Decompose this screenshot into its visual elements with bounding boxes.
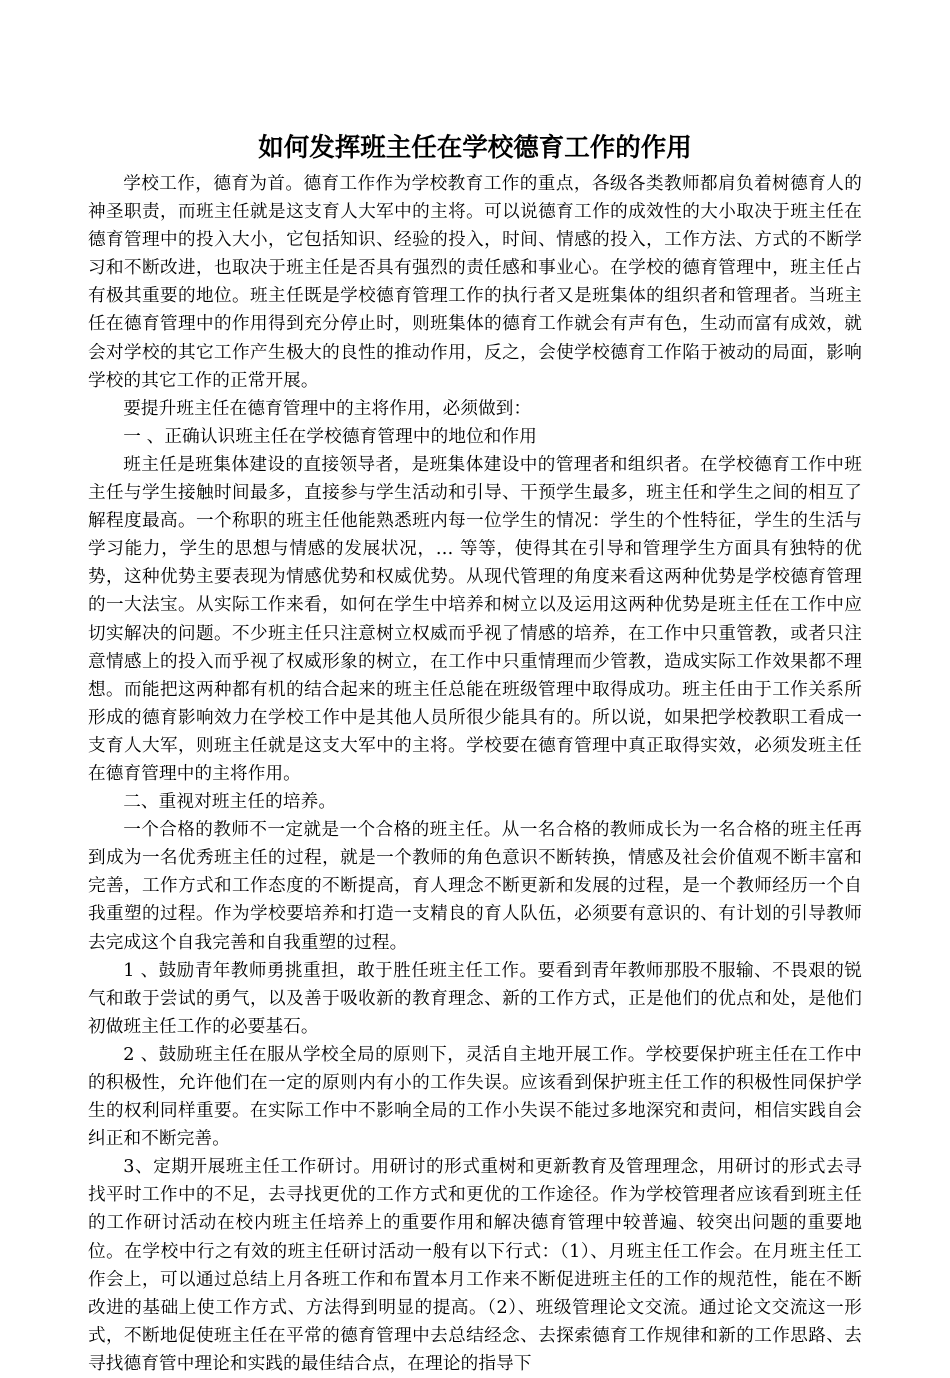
section-heading-2: 二、重视对班主任的培养。 — [123, 792, 337, 813]
paragraph-point-1: 1 、鼓励青年教师勇挑重担，敢于胜任班主任工作。要看到青年教师那股不服输、不畏艰的锐气和敢于尝试的勇气，以及善于吸收新的教育理念、新的工作方式，正是他们的优点和处，是他们初做班主任工作的必要基石。 — [88, 960, 862, 1037]
section-heading-1: 一 、正确认识班主任在学校德育管理中的地位和作用 — [123, 426, 538, 447]
document-title: 如何发挥班主任在学校德育工作的作用 — [258, 133, 692, 163]
document-page — [88, 126, 862, 1378]
paragraph-point-2: 2 、鼓励班主任在服从学校全局的原则下，灵活自主地开展工作。学校要保护班主任在工作中的积极性，允许他们在一定的原则内有小的工作失误。应该看到保护班主任工作的积极性同保护学生的权利同样重要。在实际工作中不影响全局的工作小失误不能过多地深究和责问，相信实践自会纠正和不断完善。 — [88, 1044, 862, 1150]
paragraph-point-3: 3、定期开展班主任工作研讨。用研讨的形式重树和更新教育及管理理念，用研讨的形式去寻找平时工作中的不足，去寻找更优的工作方式和更优的工作途径。作为学校管理者应该看到班主任的工作研讨活动在校内班主任培养上的重要作用和解决德育管理中较普遍、较突出问题的重要地位。在学校中行之有效的班主任研讨活动一般有以下行式：（1）、月班主任工作会。在月班主任工作会上，可以通过总结上月各班工作和布置本月工作来不断促进班主任的工作的规范性，能在不断改进的基础上使工作方式、方法得到明显的提高。（2）、班级管理论文交流。通过论文交流这一形式，不断地促使班主任在平常的德育管理中去总结经念、去探索德育工作规律和新的工作思路、去寻找德育管中理论和实践的最佳结合点，在理论的指导下 — [88, 1157, 862, 1374]
paragraph-requirement: 要提升班主任在德育管理中的主将作用，必须做到： — [123, 398, 532, 419]
paragraph-section-2: 一个合格的教师不一定就是一个合格的班主任。从一名合格的教师成长为一名合格的班主任再到成为一名优秀班主任的过程，就是一个教师的角色意识不断转换，情感及社会价值观不断丰富和完善，工作方式和工作态度的不断提高，育人理念不断更新和发展的过程，是一个教师经历一个自我重塑的过程。作为学校要培养和打造一支精良的育人队伍，必须要有意识的、有计划的引导教师去完成这个自我完善和自我重塑的过程。 — [88, 820, 862, 953]
document-body — [88, 170, 862, 1378]
paragraph-intro: 学校工作，德育为首。德育工作作为学校教育工作的重点，各级各类教师都肩负着树德育人的神圣职责，而班主任就是这支育人大军中的主将。可以说德育工作的成效性的大小取决于班主任在德育管理中的投入大小，它包括知识、经验的投入，时间、情感的投入，工作方法、方式的不断学习和不断改进，也取决于班主任是否具有强烈的责任感和事业心。在学校的德育管理中，班主任占有极其重要的地位。班主任既是学校德育管理工作的执行者又是班集体的组织者和管理者。当班主任在德育管理中的作用得到充分停止时，则班集体的德育工作就会有声有色，生动而富有成效，就会对学校的其它工作产生极大的良性的推动作用，反之，会使学校德育工作陷于被动的局面，影响学校的其它工作的正常开展。 — [88, 174, 862, 391]
paragraph-section-1: 班主任是班集体建设的直接领导者，是班集体建设中的管理者和组织者。在学校德育工作中班主任与学生接触时间最多，直接参与学生活动和引导、干预学生最多，班主任和学生之间的相互了解程度最高。一个称职的班主任他能熟悉班内每一位学生的情况：学生的个性特征，学生的生活与学习能力，学生的思想与情感的发展状况，… 等等，使得其在引导和管理学生方面具有独特的优势，这种优势主要表现为情感优势和权威优势。从现代管理的角度来看这两种优势是学校德育管理的一大法宝。从实际工作来看，如何在学生中培养和树立以及运用这两种优势是班主任在工作中应切实解决的问题。不少班主任只注意树立权威而乎视了情感的培养，在工作中只重管教，或者只注意情感上的投入而乎视了权威形象的树立，在工作中只重情理而少管教，造成实际工作效果都不理想。而能把这两种都有机的结合起来的班主任总能在班级管理中取得成功。班主任由于工作关系所形成的德育影响效力在学校工作中是其他人员所很少能具有的。所以说，如果把学校教职工看成一支育人大军，则班主任就是这支大军中的主将。学校要在德育管理中真正取得实效，必须发班主任在德育管理中的主将作用。 — [88, 454, 862, 784]
